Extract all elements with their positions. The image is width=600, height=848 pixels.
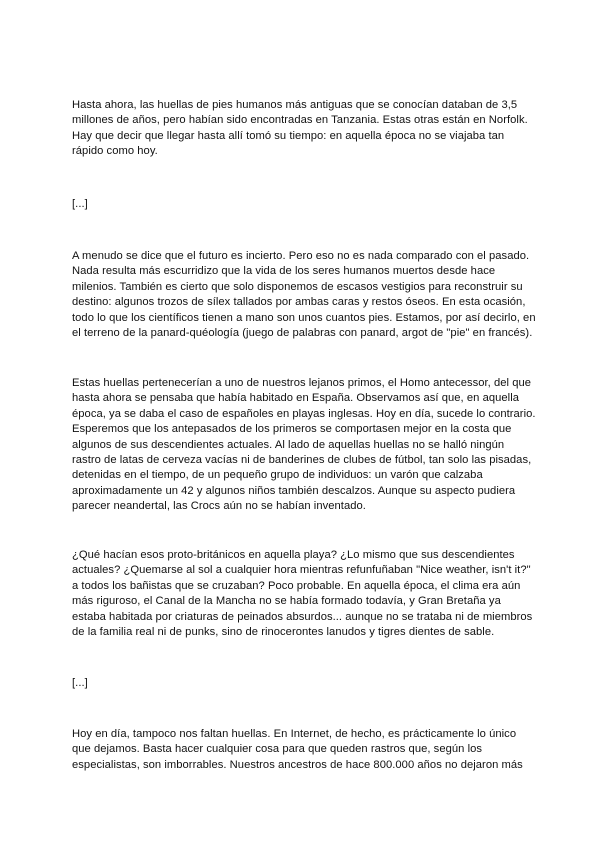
text-line: algunos de sus descendientes actuales. Al lado de aquellas huellas no se halló ningún [72,438,505,451]
paragraph-norfolk-footprints [72,98,542,160]
text-line: el terreno de la panard-quéología (juego de palabras con panard, argot de "pie" en francés). [72,327,533,340]
text-line: A menudo se dice que el futuro es incierto. Pero eso no es nada comparado con el pasado. [72,250,530,262]
text-line: estaba habitada por criaturas de peinados absurdos... aunque no se trataba ni de miembros [72,610,533,623]
text-line: a todos los bañistas que se cruzaban? Poco probable. En aquella época, el clima era aún [72,579,521,592]
paragraph-internet-traces [72,727,542,773]
text-line: que dejamos. Basta hacer cualquier cosa para que queden rastros que, según los [72,743,483,756]
text-line: Hoy en día, tampoco nos faltan huellas. En Internet, de hecho, es prácticamente lo único [72,728,517,740]
text-line: todo lo que los científicos tienen a mano son unos cuantos pies. Estamos, por así decirlo, en [72,311,536,324]
text-line: rápido como hoy. [72,145,158,158]
text-line: ¿Qué hacían esos proto-británicos en aquella playa? ¿Lo mismo que sus descendientes [72,549,515,561]
text-line: millones de años, pero habían sido encontradas en Tanzania. Estas otras están en Norfolk. [72,114,528,127]
ellipsis-marker [72,197,542,212]
text-line: época, ya se daba el caso de españoles en playas inglesas. Hoy en día, sucede lo contrario. [72,407,536,420]
text-line: [...] [72,198,88,210]
ellipsis-marker [72,676,542,691]
text-line: Hay que decir que llegar hasta allí tomó su tiempo: en aquella época no se viajaba tan [72,129,505,142]
text-line: destino: algunos trozos de sílex tallados por ambas caras y restos óseos. En esta ocasión, [72,296,526,309]
text-line: detenidas en el tiempo, de un pequeño grupo de individuos: un varón que calzaba [72,469,483,482]
text-line: rastro de latas de cerveza vacías ni de banderines de clubes de fútbol, tan solo las pisadas, [72,454,532,467]
paragraph-proto-britons [72,548,542,640]
text-line: Estas huellas pertenecerían a uno de nuestros lejanos primos, el Homo antecessor, del que [72,377,532,389]
text-line: milenios. También es cierto que solo disponemos de escasos vestigios para reconstruir su [72,280,523,293]
text-line: de la familia real ni de punks, sino de rinocerontes lanudos y tigres dientes de sable. [72,626,495,639]
text-line: especialistas, son imborrables. Nuestros ancestros de hace 800.000 años no dejaron más [72,758,523,771]
text-line: aproximadamente un 42 y algunos niños también descalzos. Aunque su aspecto pudiera [72,484,516,497]
text-line: [...] [72,677,88,689]
text-line: Esperemos que los antepasados de los primeros se comportasen mejor en la costa que [72,423,512,436]
text-line: actuales? ¿Quemarse al sol a cualquier hora mientras refunfuñaban "Nice weather, isn't it?" [72,564,531,577]
text-line: hasta ahora se pensaba que había habitado en España. Observamos así que, en aquella [72,392,520,405]
paragraph-uncertain-past [72,249,542,341]
text-line: Nada resulta más escurridizo que la vida de los seres humanos muertos desde hace [72,265,496,278]
text-line: Hasta ahora, las huellas de pies humanos más antiguas que se conocían databan de 3,5 [72,99,518,111]
text-line: parecer neandertal, las Crocs aún no se habían inventado. [72,500,366,513]
text-line: más riguroso, el Canal de la Mancha no se había formado todavía, y Gran Bretaña ya [72,595,501,608]
paragraph-homo-antecessor [72,376,542,515]
